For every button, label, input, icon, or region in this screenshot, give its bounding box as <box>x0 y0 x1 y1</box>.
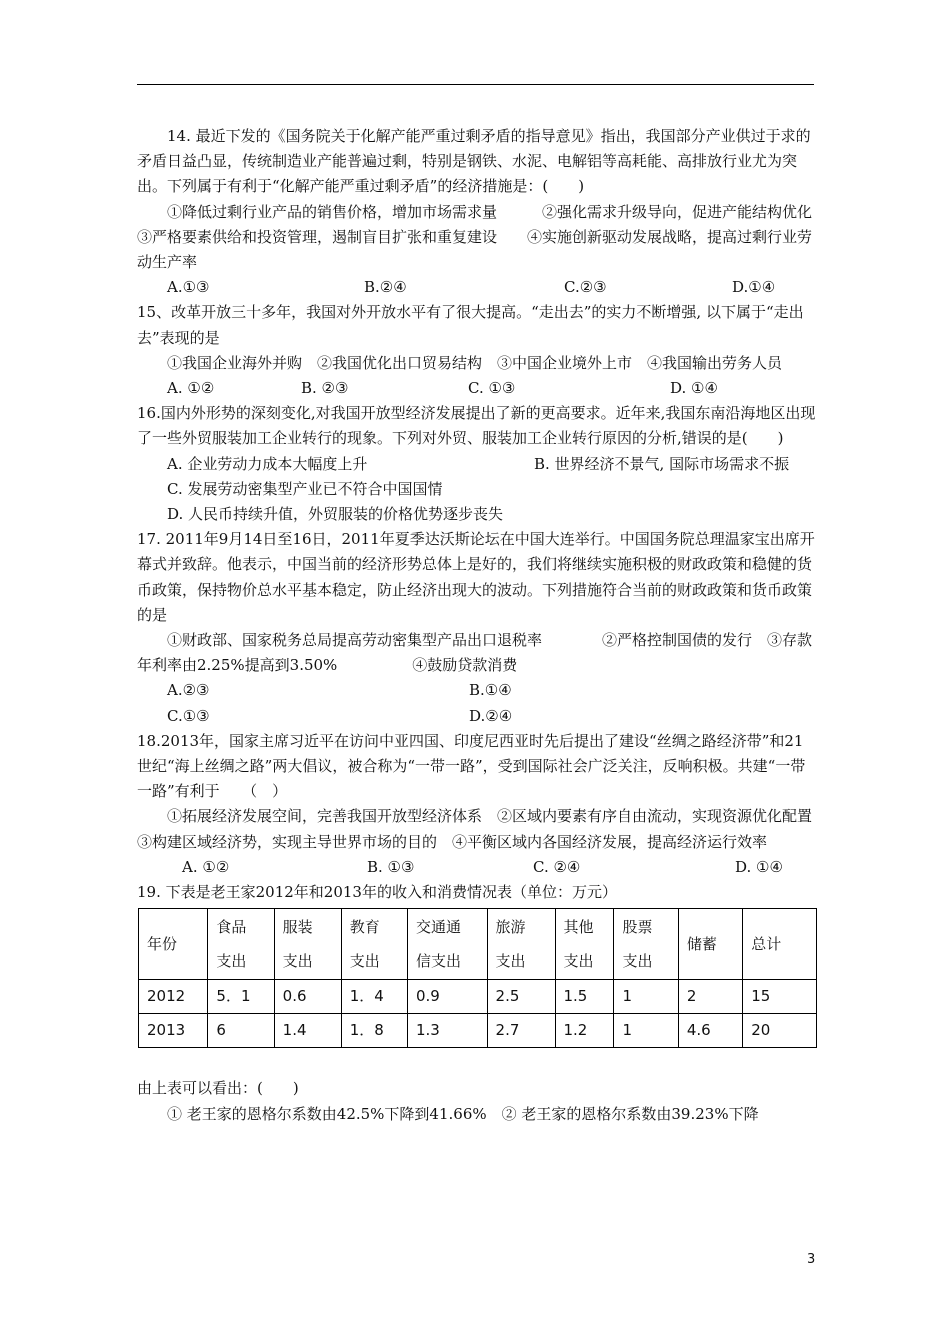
header-cell: 食品 支出 <box>208 909 274 980</box>
q14-option-c: C.②③ <box>564 278 607 297</box>
table-cell: 1.5 <box>555 980 614 1014</box>
q14-stem: 14. 最近下发的《国务院关于化解产能严重过剩矛盾的指导意见》指出，我国部分产业供过于求的矛盾日益凸显，传统制造业产能普遍过剩，特别是钢铁、水泥、电解铝等高耗能、高排放行业尤为突出。下列属于有利于“化解产能严重过剩矛盾”的经济措施是：( ) <box>137 127 811 196</box>
header-cell: 年份 <box>139 909 208 980</box>
q15-stem: 15、改革开放三十多年，我国对外开放水平有了很大提高。“走出去”的实力不断增强, 以下属于“走出去”表现的是 <box>137 303 804 347</box>
q14-option-d: D.①④ <box>732 278 776 297</box>
q16-option-b: B. 世界经济不景气, 国际市场需求不振 <box>534 454 790 473</box>
q18-stem: 18.2013年，国家主席习近平在访问中亚四国、印度尼西亚时先后提出了建设“丝绸之路经济带”和21世纪“海上丝绸之路”两大倡议，被合称为“一带一路”，受到国际社会广泛关注，反响积极。共建“一带一路”有利于 （ ） <box>137 731 806 801</box>
table-cell: 6 <box>208 1014 274 1048</box>
header-cell: 总计 <box>743 909 817 980</box>
q16-option-a: A. 企业劳动力成本大幅度上升 <box>167 454 368 473</box>
q14-options <box>137 275 817 300</box>
q16-option-d: D. 人民币持续升值，外贸服装的价格优势逐步丧失 <box>167 505 504 524</box>
q14-option-b: B.②④ <box>364 278 407 297</box>
q17-options-cd <box>137 704 817 729</box>
table-cell: 1.3 <box>407 1014 487 1048</box>
q15-options <box>137 376 817 401</box>
table-cell: 2.7 <box>487 1014 555 1048</box>
header-cell: 教育 支出 <box>341 909 407 980</box>
q18-items: ①拓展经济发展空间，完善我国开放型经济体系 ②区域内要素有序自由流动，实现资源优化配置 ③构建区域经济势，实现主导世界市场的目的 ④平衡区域内各国经济发展，提高经济运行效率 <box>137 807 828 851</box>
table-cell: 0.9 <box>407 980 487 1014</box>
table-cell: 4.6 <box>678 1014 742 1048</box>
q15-items: ①我国企业海外并购 ②我国优化出口贸易结构 ③中国企业境外上市 ④我国输出劳务人员 <box>167 353 783 372</box>
q16-options-ab <box>137 452 817 477</box>
q15-option-a: A. ①② <box>167 379 215 398</box>
q17-options-ab <box>137 678 817 703</box>
table-cell: 2.5 <box>487 980 555 1014</box>
header-cell: 储蓄 <box>678 909 742 980</box>
q18-options <box>137 855 817 880</box>
table-cell: 0.6 <box>274 980 341 1014</box>
table-row <box>139 1014 817 1048</box>
q18-option-d: D. ①④ <box>735 857 783 876</box>
table-cell: 1.2 <box>555 1014 614 1048</box>
q17-option-b: B.①④ <box>469 681 512 700</box>
table-row <box>139 980 817 1014</box>
table-cell: 1 <box>614 980 678 1014</box>
table-cell: 1 <box>614 1014 678 1048</box>
q14-items: ①降低过剩行业产品的销售价格，增加市场需求量 ②强化需求升级导向，促进产能结构优化 ③严格要素供给和投资管理，遏制盲目扩张和重复建设 ④实施创新驱动发展战略，提高过剩行业劳动生产率 <box>137 202 813 272</box>
header-cell: 旅游 支出 <box>487 909 555 980</box>
header-cell: 股票 支出 <box>614 909 678 980</box>
q17-option-a: A.②③ <box>167 681 210 700</box>
income-expense-table <box>138 908 817 1048</box>
q15-option-b: B. ②③ <box>301 379 349 398</box>
exam-content <box>137 124 828 1127</box>
q17-items: ①财政部、国家税务总局提高劳动密集型产品出口退税率 ②严格控制国债的发行 ③存款年利率由2.25%提高到3.50% ④鼓励贷款消费 <box>137 631 813 675</box>
table-cell: 1．8 <box>341 1014 407 1048</box>
q15-option-c: C. ①③ <box>468 379 516 398</box>
q19-items: ① 老王家的恩格尔系数由42.5%下降到41.66% ② 老王家的恩格尔系数由39.23%下降 <box>167 1104 759 1123</box>
q18-option-a: A. ①② <box>182 857 230 876</box>
q16-option-c: C. 发展劳动密集型产业已不符合中国国情 <box>167 479 443 498</box>
table-cell: 2013 <box>139 1014 208 1048</box>
page-number: 3 <box>807 1252 816 1267</box>
q17-option-d: D.②④ <box>469 706 513 725</box>
q18-option-b: B. ①③ <box>367 857 415 876</box>
table-cell: 2012 <box>139 980 208 1014</box>
header-cell: 其他 支出 <box>555 909 614 980</box>
header-cell: 服装 支出 <box>274 909 341 980</box>
q15-option-d: D. ①④ <box>670 379 718 398</box>
q17-stem: 17. 2011年9月14日至16日，2011年夏季达沃斯论坛在中国大连举行。中国国务院总理温家宝出席开幕式并致辞。他表示，中国当前的经济形势总体上是好的，我们将继续实施积极的财政政策和稳健的货币政策，保持物价总水平基本稳定，防止经济出现大的波动。下列措施符合当前的财政政策和货币政策的是 <box>137 530 815 624</box>
q14-option-a: A.①③ <box>167 278 210 297</box>
q16-stem: 16.国内外形势的深刻变化,对我国开放型经济发展提出了新的更高要求。近年来,我国东南沿海地区出现了一些外贸服装加工企业转行的现象。下列对外贸、服装加工企业转行原因的分析,错误的是( ) <box>137 404 816 448</box>
q19-stem: 19. 下表是老王家2012年和2013年的收入和消费情况表（单位：万元） <box>137 883 617 902</box>
table-cell: 5．1 <box>208 980 274 1014</box>
table-cell: 2 <box>678 980 742 1014</box>
table-header-row <box>139 909 817 980</box>
header-rule <box>137 84 814 85</box>
q19-after: 由上表可以看出：( ) <box>137 1079 299 1098</box>
table-cell: 1.4 <box>274 1014 341 1048</box>
q18-option-c: C. ②④ <box>533 857 581 876</box>
q17-option-c: C.①③ <box>167 706 210 725</box>
table-cell: 15 <box>743 980 817 1014</box>
table-cell: 1．4 <box>341 980 407 1014</box>
table-cell: 20 <box>743 1014 817 1048</box>
header-cell: 交通通 信支出 <box>407 909 487 980</box>
